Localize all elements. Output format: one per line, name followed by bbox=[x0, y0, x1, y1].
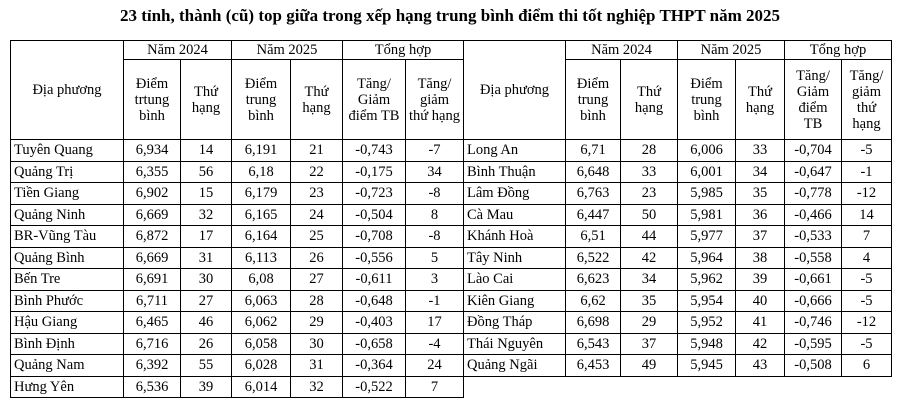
rank-2024-cell: 46 bbox=[181, 312, 232, 334]
year-2025-header: Năm 2025 bbox=[232, 41, 343, 60]
score-change-cell: -0,746 bbox=[785, 312, 842, 334]
region-name-cell: Tiền Giang bbox=[11, 183, 124, 205]
score-2024-cell: 6,62 bbox=[566, 290, 621, 312]
rank-2025-cell: 30 bbox=[291, 333, 343, 355]
score-change-header: Tăng/ Giảm điểm TB bbox=[343, 60, 406, 140]
rank-change-cell: 7 bbox=[406, 376, 464, 398]
score-change-cell: -0,558 bbox=[785, 247, 842, 269]
rank-2025-cell: 36 bbox=[736, 204, 785, 226]
rank-2025-cell: 37 bbox=[736, 226, 785, 248]
table-row bbox=[11, 312, 464, 334]
rank-change-cell: 14 bbox=[842, 204, 892, 226]
rank-change-header: Tăng/ giảm thứ hạng bbox=[406, 60, 464, 140]
score-2025-cell: 5,985 bbox=[678, 183, 736, 205]
score-2025-cell: 6,165 bbox=[232, 204, 291, 226]
region-name-cell: Tuyên Quang bbox=[11, 140, 124, 162]
region-name-cell: Khánh Hoà bbox=[464, 226, 566, 248]
table-row bbox=[11, 140, 464, 162]
region-name-cell: Bình Phước bbox=[11, 290, 124, 312]
rank-2024-cell: 42 bbox=[621, 247, 678, 269]
score-change-cell: -0,708 bbox=[343, 226, 406, 248]
score-2024-cell: 6,711 bbox=[124, 290, 181, 312]
score-2025-cell: 6,18 bbox=[232, 161, 291, 183]
rank-2025-cell: 29 bbox=[291, 312, 343, 334]
rank-2025-cell: 34 bbox=[736, 161, 785, 183]
score-change-cell: -0,522 bbox=[343, 376, 406, 398]
rank-change-cell: 24 bbox=[406, 355, 464, 377]
rank-2024-cell: 37 bbox=[621, 333, 678, 355]
avg-score-2025-header: Điểm trung bình bbox=[232, 60, 291, 140]
rank-2024-cell: 50 bbox=[621, 204, 678, 226]
score-2024-cell: 6,902 bbox=[124, 183, 181, 205]
score-2024-cell: 6,51 bbox=[566, 226, 621, 248]
rank-2024-cell: 49 bbox=[621, 355, 678, 377]
rank-change-cell: 4 bbox=[842, 247, 892, 269]
rank-2024-cell: 39 bbox=[181, 376, 232, 398]
rank-2025-cell: 31 bbox=[291, 355, 343, 377]
avg-score-2024-header: Điểm trung bình bbox=[566, 60, 621, 140]
table-row bbox=[11, 290, 464, 312]
rank-2025-cell: 39 bbox=[736, 269, 785, 291]
rank-2024-cell: 33 bbox=[621, 161, 678, 183]
rank-2025-cell: 40 bbox=[736, 290, 785, 312]
rank-2025-cell: 32 bbox=[291, 376, 343, 398]
region-name-cell: Bình Thuận bbox=[464, 161, 566, 183]
left-ranking-table bbox=[10, 40, 464, 398]
score-change-cell: -0,556 bbox=[343, 247, 406, 269]
rank-2024-cell: 35 bbox=[621, 290, 678, 312]
avg-score-2024-header: Điểm trtung bình bbox=[124, 60, 181, 140]
score-2024-cell: 6,392 bbox=[124, 355, 181, 377]
region-name-cell: BR-Vũng Tàu bbox=[11, 226, 124, 248]
table-row bbox=[11, 355, 464, 377]
score-2025-cell: 5,952 bbox=[678, 312, 736, 334]
score-2025-cell: 6,058 bbox=[232, 333, 291, 355]
score-2024-cell: 6,716 bbox=[124, 333, 181, 355]
right-table-body bbox=[464, 140, 892, 398]
score-change-cell: -0,466 bbox=[785, 204, 842, 226]
rank-2025-cell: 38 bbox=[736, 247, 785, 269]
rank-2025-cell: 35 bbox=[736, 183, 785, 205]
score-change-cell: -0,704 bbox=[785, 140, 842, 162]
rank-2025-cell: 21 bbox=[291, 140, 343, 162]
rank-change-cell: -8 bbox=[406, 183, 464, 205]
score-2024-cell: 6,698 bbox=[566, 312, 621, 334]
region-name-cell: Đồng Tháp bbox=[464, 312, 566, 334]
score-change-cell: -0,595 bbox=[785, 333, 842, 355]
score-2025-cell: 5,964 bbox=[678, 247, 736, 269]
rank-change-header: Tăng/ giảm thứ hạng bbox=[842, 60, 892, 140]
score-2025-cell: 6,08 bbox=[232, 269, 291, 291]
rank-change-cell: -5 bbox=[842, 269, 892, 291]
score-change-cell: -0,611 bbox=[343, 269, 406, 291]
year-2024-header: Năm 2024 bbox=[124, 41, 232, 60]
score-2024-cell: 6,447 bbox=[566, 204, 621, 226]
score-2025-cell: 5,945 bbox=[678, 355, 736, 377]
score-2025-cell: 6,179 bbox=[232, 183, 291, 205]
rank-2025-cell: 43 bbox=[736, 355, 785, 377]
score-change-cell: -0,743 bbox=[343, 140, 406, 162]
region-header: Địa phương bbox=[464, 41, 566, 140]
rank-2025-header: Thứ hạng bbox=[291, 60, 343, 140]
rank-2024-cell: 28 bbox=[621, 140, 678, 162]
score-2025-cell: 6,006 bbox=[678, 140, 736, 162]
table-row bbox=[464, 269, 892, 291]
table-row bbox=[464, 140, 892, 162]
score-change-cell: -0,403 bbox=[343, 312, 406, 334]
region-name-cell: Quảng Nam bbox=[11, 355, 124, 377]
table-row bbox=[11, 269, 464, 291]
score-change-cell: -0,661 bbox=[785, 269, 842, 291]
score-change-cell: -0,533 bbox=[785, 226, 842, 248]
table-row bbox=[464, 183, 892, 205]
score-2024-cell: 6,623 bbox=[566, 269, 621, 291]
table-row bbox=[464, 247, 892, 269]
score-2024-cell: 6,669 bbox=[124, 204, 181, 226]
table-row bbox=[11, 183, 464, 205]
page-title: 23 tỉnh, thành (cũ) top giữa trong xếp hạng trung bình điểm thi tốt nghiệp THPT năm 2025 bbox=[119, 6, 781, 25]
blank-cell bbox=[464, 376, 892, 397]
score-2025-cell: 5,977 bbox=[678, 226, 736, 248]
rank-2024-cell: 29 bbox=[621, 312, 678, 334]
rank-change-cell: 3 bbox=[406, 269, 464, 291]
region-name-cell: Thái Nguyên bbox=[464, 333, 566, 355]
rank-2025-cell: 24 bbox=[291, 204, 343, 226]
score-change-cell: -0,364 bbox=[343, 355, 406, 377]
region-header: Địa phương bbox=[11, 41, 124, 140]
table-row bbox=[464, 333, 892, 355]
region-name-cell: Hậu Giang bbox=[11, 312, 124, 334]
rank-change-cell: 8 bbox=[406, 204, 464, 226]
score-2025-cell: 5,962 bbox=[678, 269, 736, 291]
rank-change-cell: -8 bbox=[406, 226, 464, 248]
summary-header: Tổng hợp bbox=[785, 41, 892, 60]
rank-2024-cell: 31 bbox=[181, 247, 232, 269]
rank-change-cell: 34 bbox=[406, 161, 464, 183]
year-2025-header: Năm 2025 bbox=[678, 41, 785, 60]
rank-change-cell: -12 bbox=[842, 312, 892, 334]
rank-2025-cell: 33 bbox=[736, 140, 785, 162]
region-name-cell: Quảng Bình bbox=[11, 247, 124, 269]
score-change-header: Tăng/ Giảm điểm TB bbox=[785, 60, 842, 140]
region-name-cell: Kiên Giang bbox=[464, 290, 566, 312]
rank-2024-cell: 56 bbox=[181, 161, 232, 183]
rank-2025-cell: 23 bbox=[291, 183, 343, 205]
rank-2024-header: Thứ hạng bbox=[621, 60, 678, 140]
rank-change-cell: -1 bbox=[842, 161, 892, 183]
rank-2024-header: Thứ hạng bbox=[181, 60, 232, 140]
region-name-cell: Hưng Yên bbox=[11, 376, 124, 398]
table-row bbox=[464, 226, 892, 248]
rank-change-cell: 6 bbox=[842, 355, 892, 377]
score-2024-cell: 6,669 bbox=[124, 247, 181, 269]
table-row bbox=[11, 333, 464, 355]
year-2024-header: Năm 2024 bbox=[566, 41, 678, 60]
score-2024-cell: 6,648 bbox=[566, 161, 621, 183]
score-2024-cell: 6,453 bbox=[566, 355, 621, 377]
table-row bbox=[464, 290, 892, 312]
region-name-cell: Quảng Trị bbox=[11, 161, 124, 183]
rank-2025-cell: 42 bbox=[736, 333, 785, 355]
avg-score-2025-header: Điểm trung bình bbox=[678, 60, 736, 140]
score-2025-cell: 6,063 bbox=[232, 290, 291, 312]
score-2025-cell: 6,164 bbox=[232, 226, 291, 248]
score-change-cell: -0,647 bbox=[785, 161, 842, 183]
table-row bbox=[11, 204, 464, 226]
score-2025-cell: 6,001 bbox=[678, 161, 736, 183]
rank-change-cell: -7 bbox=[406, 140, 464, 162]
table-row bbox=[464, 355, 892, 377]
rank-change-cell: -5 bbox=[842, 290, 892, 312]
score-2024-cell: 6,355 bbox=[124, 161, 181, 183]
score-change-cell: -0,648 bbox=[343, 290, 406, 312]
region-name-cell: Bình Định bbox=[11, 333, 124, 355]
rank-change-cell: -4 bbox=[406, 333, 464, 355]
tables-container bbox=[0, 40, 900, 405]
region-name-cell: Quảng Ninh bbox=[11, 204, 124, 226]
rank-2025-cell: 22 bbox=[291, 161, 343, 183]
blank-row bbox=[464, 376, 892, 397]
score-2024-cell: 6,543 bbox=[566, 333, 621, 355]
table-row bbox=[11, 376, 464, 398]
rank-2025-cell: 28 bbox=[291, 290, 343, 312]
rank-2024-cell: 26 bbox=[181, 333, 232, 355]
rank-2025-cell: 26 bbox=[291, 247, 343, 269]
region-name-cell: Lâm Đồng bbox=[464, 183, 566, 205]
score-2024-cell: 6,763 bbox=[566, 183, 621, 205]
rank-2025-cell: 25 bbox=[291, 226, 343, 248]
rank-2024-cell: 55 bbox=[181, 355, 232, 377]
score-2024-cell: 6,465 bbox=[124, 312, 181, 334]
score-2024-cell: 6,691 bbox=[124, 269, 181, 291]
score-2025-cell: 5,948 bbox=[678, 333, 736, 355]
score-change-cell: -0,666 bbox=[785, 290, 842, 312]
score-2025-cell: 5,954 bbox=[678, 290, 736, 312]
score-change-cell: -0,778 bbox=[785, 183, 842, 205]
rank-2024-cell: 14 bbox=[181, 140, 232, 162]
score-2024-cell: 6,522 bbox=[566, 247, 621, 269]
rank-change-cell: -5 bbox=[842, 333, 892, 355]
rank-2024-cell: 32 bbox=[181, 204, 232, 226]
summary-header: Tổng hợp bbox=[343, 41, 464, 60]
rank-change-cell: -12 bbox=[842, 183, 892, 205]
rank-2024-cell: 44 bbox=[621, 226, 678, 248]
score-2024-cell: 6,872 bbox=[124, 226, 181, 248]
score-2025-cell: 6,113 bbox=[232, 247, 291, 269]
score-change-cell: -0,658 bbox=[343, 333, 406, 355]
score-2024-cell: 6,71 bbox=[566, 140, 621, 162]
rank-change-cell: 7 bbox=[842, 226, 892, 248]
rank-2024-cell: 17 bbox=[181, 226, 232, 248]
table-row bbox=[464, 204, 892, 226]
rank-2025-header: Thứ hạng bbox=[736, 60, 785, 140]
rank-change-cell: -1 bbox=[406, 290, 464, 312]
left-table-body bbox=[11, 140, 464, 398]
table-row bbox=[11, 161, 464, 183]
region-name-cell: Cà Mau bbox=[464, 204, 566, 226]
score-2025-cell: 6,062 bbox=[232, 312, 291, 334]
rank-change-cell: 5 bbox=[406, 247, 464, 269]
rank-2024-cell: 30 bbox=[181, 269, 232, 291]
score-2025-cell: 6,191 bbox=[232, 140, 291, 162]
score-2025-cell: 6,028 bbox=[232, 355, 291, 377]
table-row bbox=[11, 226, 464, 248]
region-name-cell: Bến Tre bbox=[11, 269, 124, 291]
score-2024-cell: 6,536 bbox=[124, 376, 181, 398]
rank-2024-cell: 27 bbox=[181, 290, 232, 312]
region-name-cell: Lào Cai bbox=[464, 269, 566, 291]
score-change-cell: -0,508 bbox=[785, 355, 842, 377]
rank-2024-cell: 23 bbox=[621, 183, 678, 205]
score-change-cell: -0,175 bbox=[343, 161, 406, 183]
right-ranking-table bbox=[463, 40, 892, 397]
table-row bbox=[11, 247, 464, 269]
score-2024-cell: 6,934 bbox=[124, 140, 181, 162]
region-name-cell: Tây Ninh bbox=[464, 247, 566, 269]
region-name-cell: Quảng Ngãi bbox=[464, 355, 566, 377]
score-2025-cell: 6,014 bbox=[232, 376, 291, 398]
score-change-cell: -0,723 bbox=[343, 183, 406, 205]
table-row bbox=[464, 312, 892, 334]
score-2025-cell: 5,981 bbox=[678, 204, 736, 226]
rank-2024-cell: 34 bbox=[621, 269, 678, 291]
score-change-cell: -0,504 bbox=[343, 204, 406, 226]
rank-2025-cell: 27 bbox=[291, 269, 343, 291]
rank-change-cell: 17 bbox=[406, 312, 464, 334]
rank-2025-cell: 41 bbox=[736, 312, 785, 334]
table-row bbox=[464, 161, 892, 183]
rank-2024-cell: 15 bbox=[181, 183, 232, 205]
region-name-cell: Long An bbox=[464, 140, 566, 162]
rank-change-cell: -5 bbox=[842, 140, 892, 162]
